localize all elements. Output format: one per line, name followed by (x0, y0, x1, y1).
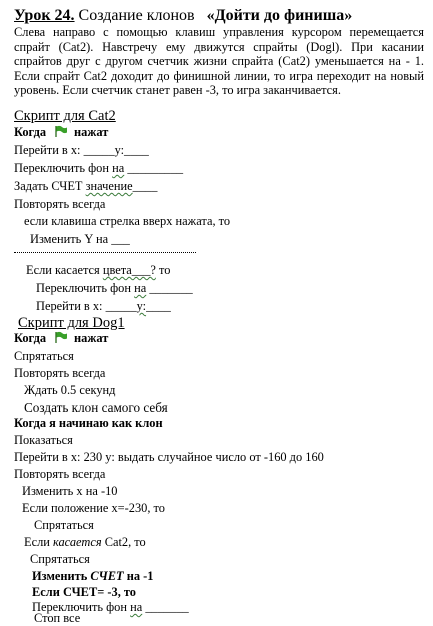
dotted-separator (14, 252, 196, 253)
cat-script-heading: Скрипт для Cat2 (14, 108, 116, 124)
if-color-blank: цвета___? (102, 263, 156, 277)
switch-bg2-blank: _______ (146, 281, 193, 295)
cat-change-y-block: Изменить Y на ___ (30, 232, 130, 246)
cat-goto-block: Перейти в х: _____у:____ (14, 143, 149, 157)
dog-hide3-block: Спрятаться (30, 552, 90, 566)
when-label: Когда (14, 125, 47, 139)
cat-forever-block: Повторять всегда (14, 197, 106, 211)
dog-change-x-block: Изменить х на -10 (22, 484, 118, 498)
dog-change-score-block (32, 569, 153, 584)
dog-forever-block: Повторять всегда (14, 366, 106, 380)
goto2-y: у: (136, 299, 147, 313)
dog-switch-bg-na: на (130, 600, 143, 614)
clicked-label: нажат (74, 331, 109, 345)
cat-if-key-block: если клавиша стрелка вверх нажата, то (24, 214, 231, 228)
dog-if-pos-block: Если положение х=-230, то (22, 501, 166, 515)
dog-when-clone-block: Когда я начинаю как клон (14, 416, 163, 430)
clicked-label: нажат (74, 125, 109, 139)
cat-switch-bg-block (14, 161, 183, 176)
switch-bg2-na: на (134, 281, 147, 295)
if-touch-text: Если (24, 535, 53, 549)
cat-if-color-block (26, 263, 170, 278)
dog-stop-all-block: Стоп все (34, 611, 81, 625)
change-score-amount: на -1 (123, 569, 154, 583)
lesson-number: Урок 24. (14, 7, 75, 24)
dog-hide-block: Спрятаться (14, 349, 74, 363)
title-bold: «Дойти до финиша» (206, 7, 353, 24)
if-touch-target: Cat2, то (101, 535, 146, 549)
green-flag-icon (54, 125, 68, 137)
change-score-var: СЧЕТ (90, 569, 124, 583)
dog-script-heading: Скрипт для Dog1 (18, 315, 125, 331)
dog-if-score-block: Если СЧЕТ= -3, то (32, 585, 137, 599)
dog-forever2-block: Повторять всегда (14, 467, 106, 481)
cat-goto2-block (36, 299, 171, 314)
change-score-text: Изменить (32, 569, 91, 583)
if-touch-italic: касается (52, 535, 102, 549)
if-color-text: Если касается (26, 263, 103, 277)
goto2-blank: ____ (146, 299, 171, 313)
dog-wait-block: Ждать 0.5 секунд (24, 383, 116, 397)
dog-switch-bg-text: Переключить фон (32, 600, 131, 614)
green-flag-icon (54, 331, 68, 343)
switch-bg-na: на (112, 161, 125, 175)
dog-switch-bg-blank: _______ (142, 600, 189, 614)
if-color-then: то (155, 263, 171, 277)
dog-when-flag-block (14, 331, 108, 346)
switch-bg-text: Переключить фон (14, 161, 113, 175)
set-score-blank: ____ (132, 179, 158, 193)
page-title (14, 7, 352, 25)
intro-paragraph: Слева направо с помощью клавиш управления курсором перемещается спрайт (Cat2). Навстречу ему движутся спрайты (Dogl). При касании спрайтов друг с другом счетчик жизни спрайта (Cat2) уменьшается на - 1. Если спрайт Cat2 доходит до финишной линии, то игра переходит на новый уровень. Если счетчик станет равен -3, то игра заканчивается. (14, 25, 424, 98)
switch-bg-blank: _________ (124, 161, 184, 175)
dog-hide2-block: Спрятаться (34, 518, 94, 532)
goto2-text: Перейти в х: _____ (36, 299, 137, 313)
cat-set-score-block (14, 179, 157, 194)
dog-create-clone-block: Создать клон самого себя (24, 400, 168, 415)
cat-when-flag-block (14, 125, 108, 140)
cat-switch-bg2-block (36, 281, 193, 296)
set-score-text: Задать СЧЕТ (14, 179, 86, 193)
dog-show-block: Показаться (14, 433, 73, 447)
switch-bg2-text: Переключить фон (36, 281, 135, 295)
dog-goto-random-block: Перейти в х: 230 у: выдать случайное число от -160 до 160 (14, 450, 324, 464)
dog-if-touch-block (24, 535, 146, 550)
set-score-value-word: значение (85, 179, 133, 193)
when-label: Когда (14, 331, 47, 345)
title-plain: Создание клонов (74, 7, 199, 24)
